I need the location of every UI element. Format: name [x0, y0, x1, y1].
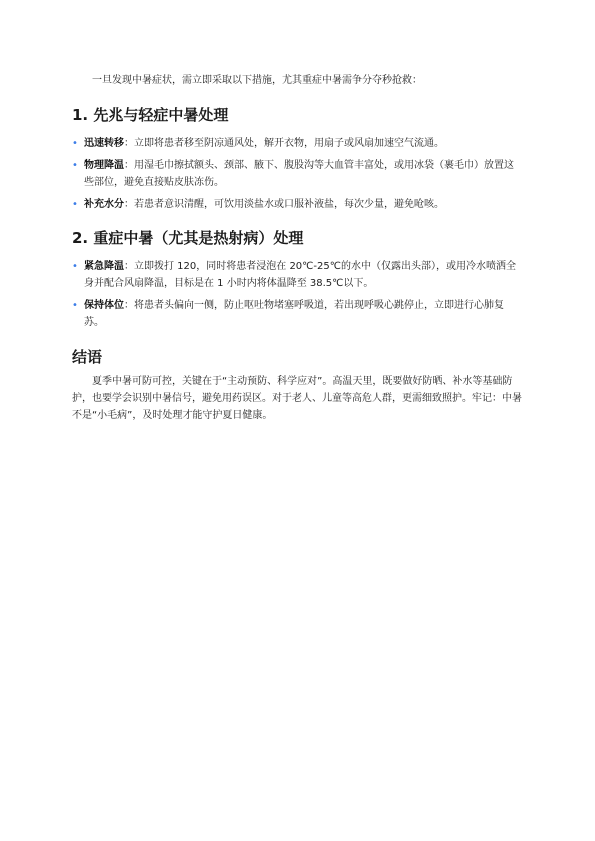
- list-item: [72, 196, 523, 213]
- section-1-heading: 1. 先兆与轻症中暑处理: [72, 106, 229, 124]
- list-item: [72, 135, 523, 152]
- list-item: [72, 297, 523, 331]
- list-item: [72, 258, 523, 292]
- conclusion-paragraph: 夏季中暑可防可控，关键在于“主动预防、科学应对”。高温天里，既要做好防晒、补水等基础防护，也要学会识别中暑信号，避免用药误区。对于老人、儿童等高危人群，更需细致照护。牢记：中暑不是“小毛病”，及时处理才能守护夏日健康。: [72, 376, 522, 421]
- item-text: 若患者意识清醒，可饮用淡盐水或口服补液盐，每次少量，避免呛咳。: [134, 199, 444, 210]
- item-term: 物理降温: [84, 160, 124, 171]
- conclusion-heading: 结语: [72, 348, 103, 366]
- item-text: 用湿毛巾擦拭额头、颈部、腋下、腹股沟等大血管丰富处，或用冰袋（裹毛巾）放置这些部位，避免直接贴皮肤冻伤。: [84, 160, 514, 188]
- bullet-icon: •: [72, 261, 78, 272]
- item-text: 立即将患者移至阴凉通风处，解开衣物，用扇子或风扇加速空气流通。: [134, 138, 444, 149]
- section-2-list: [72, 258, 523, 331]
- item-separator: ：: [124, 160, 134, 171]
- item-text: 将患者头偏向一侧，防止呕吐物堵塞呼吸道，若出现呼吸心跳停止，立即进行心肺复苏。: [84, 300, 504, 328]
- item-separator: ：: [124, 199, 134, 210]
- bullet-icon: •: [72, 300, 78, 311]
- section-2-heading: 2. 重症中暑（尤其是热射病）处理: [72, 229, 304, 247]
- list-item: [72, 157, 523, 191]
- item-term: 紧急降温: [84, 261, 124, 272]
- item-text: 立即拨打 120，同时将患者浸泡在 20℃-25℃的水中（仅露出头部），或用冷水喷洒全身并配合风扇降温，目标是在 1 小时内将体温降至 38.5℃以下。: [84, 261, 516, 289]
- item-term: 补充水分: [84, 199, 124, 210]
- item-separator: ：: [124, 138, 134, 149]
- item-separator: ：: [124, 261, 134, 272]
- bullet-icon: •: [72, 160, 78, 171]
- item-separator: ：: [124, 300, 134, 311]
- item-term: 迅速转移: [84, 138, 124, 149]
- bullet-icon: •: [72, 199, 78, 210]
- item-term: 保持体位: [84, 300, 124, 311]
- bullet-icon: •: [72, 138, 78, 149]
- section-1-list: [72, 135, 523, 213]
- intro-paragraph: 一旦发现中暑症状，需立即采取以下措施，尤其重症中暑需争分夺秒抢救：: [92, 75, 422, 86]
